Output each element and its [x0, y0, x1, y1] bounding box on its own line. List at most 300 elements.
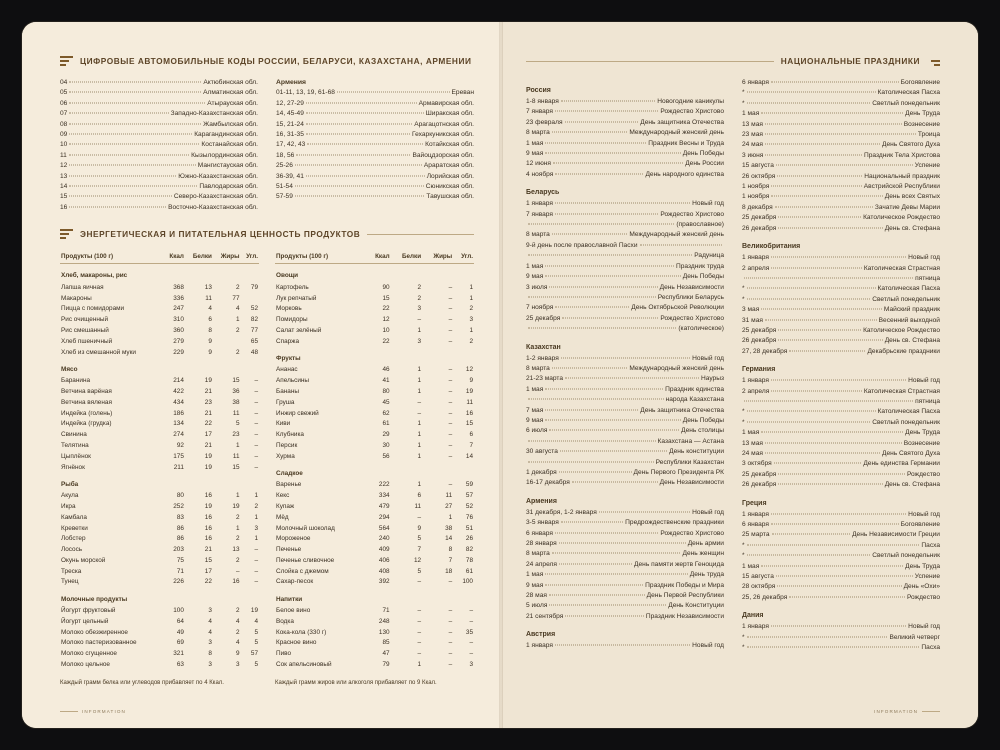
leader-dots	[528, 440, 656, 441]
holiday-row	[742, 326, 940, 336]
leader-dots	[545, 574, 687, 575]
table-row	[60, 429, 259, 440]
holiday-date: 12 июня	[526, 160, 552, 168]
cell-product: Лосось	[61, 546, 83, 554]
cell-kcal: 203	[173, 546, 184, 554]
holiday-name: Пасха	[921, 644, 940, 652]
holiday-row	[526, 149, 724, 159]
leader-dots	[765, 442, 902, 443]
holiday-date: 1 января	[742, 510, 769, 518]
cell-fat: 1	[235, 441, 240, 449]
holiday-name: Весенний выходной	[878, 316, 940, 324]
leader-dots	[765, 154, 862, 155]
cell-product: Ветчина варёная	[61, 388, 112, 396]
cell-fat: –	[448, 327, 453, 334]
cell-kcal: 409	[378, 546, 390, 554]
leader-dots	[747, 92, 876, 93]
cell-protein: 1	[417, 661, 422, 669]
cell-protein: 4	[208, 628, 212, 636]
code-row-place: Актюбинская обл.	[203, 79, 258, 86]
cell-fat: 2	[235, 327, 240, 334]
holiday-row	[526, 303, 724, 313]
leader-dots	[771, 257, 906, 258]
cell-fat: 11	[232, 409, 240, 417]
holiday-name: народа Казахстана	[665, 396, 724, 404]
holiday-date: 1 января	[526, 200, 553, 208]
cell-carbs: –	[254, 546, 258, 554]
table-group-row	[275, 264, 474, 282]
code-row-code: 14	[60, 183, 68, 191]
holiday-row	[526, 374, 724, 384]
holiday-name: День св. Стефана	[884, 224, 940, 232]
cell-protein: 8	[208, 650, 212, 658]
country-heading: Армения	[526, 497, 557, 505]
holiday-date: 25 декабря	[742, 326, 777, 334]
leader-dots	[545, 584, 643, 585]
cell-protein: 1	[417, 452, 422, 460]
holiday-row	[742, 347, 940, 357]
leader-dots	[559, 543, 686, 544]
section-title-holidays: НАЦИОНАЛЬНЫЕ ПРАЗДНИКИ	[780, 56, 920, 66]
cell-product: Молоко цельное	[61, 661, 110, 669]
cell-product: Лобстер	[61, 535, 86, 543]
leader-dots	[528, 255, 692, 256]
table-row	[275, 577, 474, 588]
holiday-date: *	[742, 541, 745, 549]
table-row	[60, 293, 259, 304]
cell-product: Йогурт фруктовый	[61, 607, 116, 615]
holiday-name: Светлый понедельник	[872, 552, 940, 560]
cell-kcal: 62	[382, 409, 390, 417]
code-row-place: Восточно-Казахстанская обл.	[168, 203, 258, 211]
cell-fat: –	[448, 366, 453, 374]
col-header-kcal: Ккал	[163, 251, 185, 264]
holiday-date: 26 декабря	[742, 337, 777, 345]
holiday-row	[526, 560, 724, 570]
holiday-row	[526, 385, 724, 395]
code-row	[276, 192, 474, 202]
code-row	[60, 130, 258, 140]
holiday-name: Рождество Христово	[660, 314, 724, 322]
table-group-label: Молочные продукты	[61, 595, 128, 603]
code-row-code: 15, 21-24	[276, 120, 304, 128]
leader-dots	[561, 522, 623, 523]
table-row	[60, 544, 259, 555]
cell-carbs: 82	[250, 316, 258, 324]
cell-product: Хурма	[276, 452, 295, 460]
holiday-row	[742, 99, 940, 109]
country-heading: Россия	[526, 87, 551, 94]
header-bars-icon	[60, 229, 73, 239]
leader-dots	[776, 165, 913, 166]
holiday-name: Казахстана — Астана	[657, 437, 724, 445]
cell-kcal: 336	[173, 294, 184, 302]
leader-dots	[761, 309, 882, 310]
holiday-row	[526, 570, 724, 580]
table-row	[60, 616, 259, 627]
holiday-date: 1 мая	[526, 571, 544, 579]
cell-kcal: 321	[173, 650, 184, 658]
holidays-col-2	[742, 78, 940, 654]
cell-fat: 2	[235, 628, 240, 636]
table-row	[60, 491, 259, 502]
cell-fat: 2	[235, 607, 240, 615]
cell-kcal: 564	[378, 524, 390, 532]
code-row	[276, 140, 474, 150]
holiday-date: 1 января	[742, 377, 769, 385]
cell-carbs: 12	[465, 366, 473, 374]
leader-dots	[549, 430, 679, 431]
cell-fat: –	[448, 294, 453, 302]
left-page	[22, 22, 500, 728]
leader-dots	[69, 92, 201, 93]
cell-kcal: 71	[382, 607, 390, 615]
table-row	[60, 534, 259, 545]
leader-dots	[747, 544, 920, 545]
leader-dots	[747, 288, 876, 289]
code-row-code: 16, 31-35	[276, 131, 304, 139]
cell-kcal: 10	[382, 327, 390, 334]
holiday-date: 23 мая	[742, 131, 763, 139]
holiday-date: 26 декабря	[742, 481, 777, 489]
table-row	[60, 282, 259, 293]
leader-dots	[306, 102, 417, 103]
code-row-code: 51-54	[276, 183, 293, 191]
section-title-car-codes: ЦИФРОВЫЕ АВТОМОБИЛЬНЫЕ КОДЫ РОССИИ, БЕЛАРУСИ, КАЗАХСТАНА, АРМЕНИИ	[80, 56, 472, 66]
holiday-name: Декабрьские праздники	[867, 347, 940, 355]
holiday-date: 8 марта	[526, 231, 550, 239]
holiday-row	[742, 582, 940, 592]
holiday-name: Светлый понедельник	[872, 99, 940, 107]
holiday-date: 6 января	[742, 79, 769, 86]
cell-fat: 2	[235, 535, 240, 543]
cell-product: Лук репчатый	[276, 294, 317, 302]
col-header-product: Продукты (100 г)	[60, 251, 163, 264]
leader-dots	[69, 134, 192, 135]
code-row-place: Армавирская обл.	[418, 99, 474, 107]
holiday-date: 21 сентября	[526, 612, 564, 620]
holiday-row	[742, 274, 940, 284]
cell-fat: –	[448, 388, 453, 396]
leader-dots	[778, 217, 861, 218]
table-group-row	[60, 588, 259, 606]
code-row	[60, 203, 258, 213]
code-row-place: Западно-Казахстанская обл.	[170, 110, 258, 118]
table-row	[60, 649, 259, 660]
holiday-name: День России	[685, 160, 724, 168]
leader-dots	[306, 175, 425, 176]
holiday-name: День народного единства	[645, 170, 724, 178]
table-row	[60, 451, 259, 462]
cell-protein: 22	[204, 578, 212, 586]
holiday-row	[526, 395, 724, 405]
holiday-name: День Октябрьской Революции	[631, 304, 724, 312]
code-row-code: 05	[60, 89, 68, 97]
holiday-date: *	[742, 418, 745, 426]
holiday-name: Католическое Рождество	[863, 326, 940, 334]
cell-product: Ягнёнок	[61, 463, 85, 471]
armenia-subtitle: Армения	[276, 79, 307, 86]
cell-product: Лапша яичная	[61, 283, 104, 291]
holiday-date: 1 декабря	[526, 469, 557, 476]
holiday-row	[526, 97, 724, 107]
cell-carbs: 2	[469, 305, 473, 313]
cell-carbs: –	[469, 617, 473, 625]
holiday-name: Праздник Весны и Труда	[648, 139, 724, 147]
holiday-date: 8 марта	[526, 550, 550, 558]
cell-carbs: 2	[469, 337, 473, 345]
holiday-date: 6 июля	[526, 427, 548, 435]
holiday-row	[526, 293, 724, 303]
header-rule	[526, 61, 774, 62]
code-row-code: 07	[60, 110, 68, 118]
leader-dots	[545, 153, 680, 154]
cell-carbs	[241, 293, 260, 304]
cell-carbs: –	[254, 409, 258, 417]
leader-dots	[545, 276, 680, 277]
code-row-place: Алматинская обл.	[203, 89, 258, 97]
code-row-code: 57-59	[276, 193, 293, 201]
holiday-date: 24 апреля	[526, 560, 557, 568]
holiday-row	[742, 470, 940, 480]
holiday-row	[526, 283, 724, 293]
holiday-row	[742, 480, 940, 490]
leader-dots	[555, 532, 658, 533]
code-row-code: 13	[60, 172, 68, 180]
cell-fat: 38	[445, 524, 453, 532]
table-group-row	[60, 358, 259, 376]
holiday-row	[742, 224, 940, 234]
cell-kcal: 80	[382, 388, 390, 396]
holiday-name: Католическая Страстная	[863, 264, 940, 272]
leader-dots	[555, 213, 658, 214]
leader-dots	[744, 277, 913, 278]
footnote-fat-alcohol: Каждый грамм жиров или алкоголя прибавляет по 9 Ккал.	[275, 680, 437, 687]
leader-dots	[306, 113, 424, 114]
cell-product: Молоко сгущенное	[61, 650, 117, 658]
cell-protein: 21	[204, 388, 212, 396]
holiday-row	[742, 192, 940, 202]
leader-dots	[69, 123, 201, 124]
cell-carbs: 65	[250, 337, 258, 345]
car-codes-columns	[60, 78, 474, 213]
table-row	[275, 451, 474, 462]
cell-protein: –	[417, 639, 422, 647]
holiday-date: *	[742, 633, 745, 641]
cell-kcal: 310	[173, 316, 184, 324]
cell-protein: 2	[417, 283, 422, 291]
leader-dots	[69, 144, 199, 145]
cell-carbs: –	[469, 607, 473, 615]
holiday-row	[742, 449, 940, 459]
cell-product: Йогурт цельный	[61, 617, 109, 625]
cell-kcal: 80	[176, 492, 184, 500]
holiday-name: (православное)	[676, 221, 724, 229]
cell-protein: –	[417, 316, 422, 324]
code-row	[60, 151, 258, 161]
code-row-place: Кызылординская обл.	[191, 151, 258, 159]
code-row	[276, 182, 474, 192]
holiday-date: 28 января	[526, 540, 557, 548]
holiday-date: 9 мая	[526, 581, 544, 589]
cell-carbs: 6	[469, 431, 473, 439]
cell-protein: –	[417, 409, 422, 417]
cell-carbs: –	[254, 452, 258, 460]
leader-dots	[545, 388, 663, 389]
cell-fat: 15	[232, 463, 240, 471]
leader-dots	[765, 123, 902, 124]
cell-carbs: 9	[469, 377, 473, 385]
cell-product: Креветки	[61, 524, 88, 532]
cell-carbs: 57	[250, 650, 258, 658]
cell-kcal: 64	[176, 617, 184, 625]
cell-fat: 27	[445, 502, 453, 510]
holiday-date: 1-2 января	[526, 354, 559, 362]
holiday-name: Католическая Страстная	[863, 387, 940, 395]
cell-fat: 1	[235, 316, 240, 324]
holiday-row	[526, 230, 724, 240]
cell-protein: 21	[204, 546, 212, 554]
cell-kcal: 30	[382, 441, 390, 449]
table-row	[275, 491, 474, 502]
cell-kcal: 71	[176, 567, 184, 575]
holiday-row	[742, 387, 940, 397]
table-row	[60, 386, 259, 397]
holiday-date: 2 апреля	[742, 264, 770, 272]
leader-dots	[296, 154, 410, 155]
code-row-code: 06	[60, 99, 68, 107]
cell-carbs: 79	[250, 283, 258, 291]
cell-protein: 1	[417, 420, 422, 428]
holiday-name: (католическое)	[678, 325, 724, 333]
cell-fat: 18	[445, 567, 453, 575]
holiday-row	[742, 428, 940, 438]
code-row	[276, 88, 474, 98]
holiday-name: День всех Святых	[884, 193, 940, 201]
code-row	[60, 109, 258, 119]
cell-protein: 7	[417, 546, 422, 554]
cell-carbs: 5	[254, 661, 258, 669]
cell-protein: 17	[204, 567, 212, 575]
cell-protein: 5	[417, 535, 422, 543]
cell-product: Инжир свежий	[276, 409, 319, 417]
leader-dots	[789, 596, 905, 597]
holiday-row	[526, 314, 724, 324]
cell-product: Окунь морской	[61, 556, 106, 564]
table-row	[60, 325, 259, 336]
cell-protein: 2	[417, 294, 422, 302]
cell-protein: –	[417, 398, 422, 406]
holiday-name: Национальный праздник	[864, 172, 940, 180]
holiday-name: Международный женский день	[629, 364, 724, 372]
holiday-date: 28 мая	[526, 592, 547, 600]
holiday-name: Католическое Рождество	[863, 214, 940, 222]
holiday-row	[742, 622, 940, 632]
cell-kcal: 408	[378, 567, 390, 575]
holiday-date: 1 ноября	[742, 183, 770, 191]
cell-protein: 5	[417, 567, 422, 575]
table-row	[60, 577, 259, 588]
leader-dots	[306, 123, 412, 124]
holiday-name: Рождество	[906, 593, 940, 601]
cell-fat: 2	[235, 513, 240, 521]
cell-fat: –	[448, 337, 453, 345]
holiday-date: 7 января	[526, 108, 553, 116]
cell-product: Варенье	[276, 481, 302, 489]
holiday-name: Праздник Тела Христова	[864, 151, 940, 159]
section-header-holidays	[526, 56, 940, 66]
holiday-name: Новый год	[692, 508, 724, 516]
cell-kcal: 279	[173, 337, 184, 345]
leader-dots	[528, 461, 654, 462]
cell-carbs: 4	[254, 617, 258, 625]
code-row-code: 09	[60, 131, 68, 139]
cell-kcal: 63	[176, 661, 184, 669]
cell-protein: 1	[417, 327, 422, 334]
holiday-row	[526, 641, 724, 651]
cell-product: Треска	[61, 567, 82, 575]
table-row	[275, 440, 474, 451]
holiday-row	[526, 601, 724, 611]
code-row	[60, 120, 258, 130]
holiday-date: 13 мая	[742, 439, 763, 447]
holiday-name: День Труда	[905, 110, 940, 118]
table-row	[60, 462, 259, 473]
table-row	[60, 376, 259, 387]
leader-dots	[747, 411, 876, 412]
holiday-name: День защитника Отечества	[640, 406, 724, 414]
cell-product: Клубника	[276, 431, 304, 439]
cell-fat: 14	[445, 535, 453, 543]
code-row-place: Арагацотнская обл.	[414, 120, 474, 128]
holiday-date: 6 января	[742, 521, 769, 529]
cell-kcal: 75	[176, 556, 184, 564]
leader-dots	[789, 350, 865, 351]
holiday-row	[742, 109, 940, 119]
holiday-row	[742, 551, 940, 561]
holiday-row	[742, 562, 940, 572]
cell-kcal: 240	[378, 535, 390, 543]
cell-product: Кекс	[276, 492, 290, 500]
leader-dots	[599, 511, 690, 512]
holiday-name: Новый год	[908, 377, 940, 385]
table-group-label: Рыба	[61, 480, 79, 488]
leader-dots	[747, 298, 871, 299]
holiday-row	[742, 130, 940, 140]
col-header-carbs: Угл.	[453, 251, 474, 264]
cell-fat: –	[448, 639, 453, 647]
cell-fat: –	[448, 377, 453, 385]
cell-kcal: 434	[173, 398, 184, 406]
cell-kcal: 274	[173, 431, 184, 439]
holiday-row	[742, 284, 940, 294]
cell-fat: 19	[232, 502, 240, 510]
cell-product: Индейка (грудка)	[61, 420, 112, 428]
table-row	[60, 566, 259, 577]
holiday-name: День Независимости Греции	[852, 531, 940, 539]
footer-label: INFORMATION	[82, 709, 126, 714]
table-group-row	[275, 347, 474, 365]
cell-product: Мёд	[276, 513, 289, 521]
leader-dots	[552, 234, 628, 235]
leader-dots	[552, 132, 628, 133]
cell-carbs: 1	[469, 283, 473, 291]
holiday-row	[526, 324, 724, 334]
cell-product: Морковь	[276, 305, 302, 313]
holiday-name: Республики Беларусь	[657, 293, 724, 301]
cell-fat: –	[448, 481, 453, 489]
cell-kcal: 56	[382, 452, 390, 460]
